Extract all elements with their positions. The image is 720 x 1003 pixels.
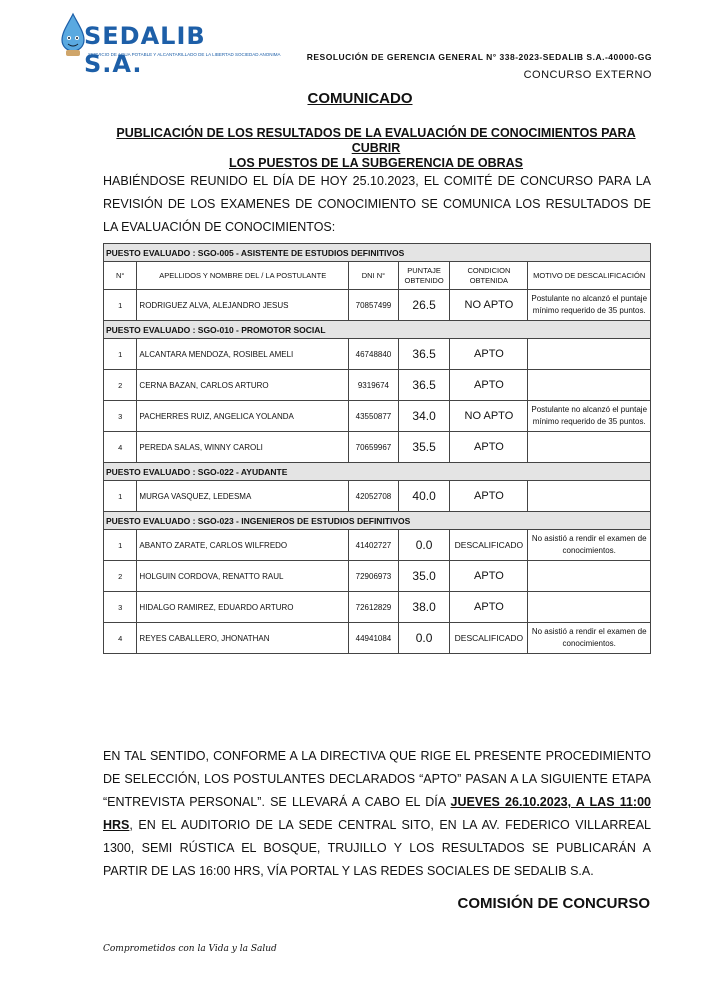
column-header: MOTIVO DE DESCALIFICACIÓN [528,262,651,290]
results-table [103,243,651,654]
closing-part-2: , EN EL AUDITORIO DE LA SEDE CENTRAL SITO, EN LA AV. FEDERICO VILLARREAL 1300, SEMI RÚSTICA EL BOSQUE, TRUJILLO Y LOS RESULTADOS SE PUBLICARÁN A PARTIR DE LAS 16:00 HRS, VÍA PORTAL Y LAS REDES SOCIALES DE SEDALIB S.A. [103,818,651,878]
position-title: PUESTO EVALUADO : SGO-005 - ASISTENTE DE ESTUDIOS DEFINITIVOS [104,244,651,262]
applicant-dni: 46748840 [349,339,399,370]
applicant-name: ALCANTARA MENDOZA, ROSIBEL AMELI [137,339,349,370]
row-number: 2 [104,370,137,401]
disqualification-reason [528,432,651,463]
table-row [104,401,651,432]
score: 34.0 [398,401,450,432]
row-number: 1 [104,530,137,561]
results-table-body [104,244,651,654]
score: 36.5 [398,339,450,370]
position-title: PUESTO EVALUADO : SGO-010 - PROMOTOR SOCIAL [104,321,651,339]
score: 35.0 [398,561,450,592]
closing-part-1: EN TAL SENTIDO, CONFORME A LA DIRECTIVA QUE RIGE EL PRESENTE PROCEDIMIENTO DE SELECCIÓN, LOS POSTULANTES DECLARADOS “APTO” PASAN A LA SIGUIENTE ETAPA “ENTREVISTA PERSONAL”. SE LLEVARÁ A CABO EL DÍA [103,749,651,809]
contest-type: CONCURSO EXTERNO [523,69,652,81]
logo-subtitle: SERVICIO DE AGUA POTABLE Y ALCANTARILLADO DE LA LIBERTAD SOCIEDAD ANONIMA [88,52,281,57]
applicant-dni: 43550877 [349,401,399,432]
score: 35.5 [398,432,450,463]
applicant-dni: 41402727 [349,530,399,561]
disqualification-reason [528,481,651,512]
column-header: N° [104,262,137,290]
table-row [104,290,651,321]
table-row [104,339,651,370]
applicant-dni: 44941084 [349,623,399,654]
intro-paragraph: HABIÉNDOSE REUNIDO EL DÍA DE HOY 25.10.2023, EL COMITÉ DE CONCURSO PARA LA REVISIÓN DE LOS EXAMENES DE CONOCIMIENTO SE COMUNICA LOS RESULTADOS DE LA EVALUACIÓN DE CONOCIMIENTOS: [103,174,651,234]
applicant-dni: 72612829 [349,592,399,623]
table-row [104,623,651,654]
score: 38.0 [398,592,450,623]
row-number: 3 [104,401,137,432]
subtitle-line-2: LOS PUESTOS DE LA SUBGERENCIA DE OBRAS [228,156,524,170]
disqualification-reason [528,592,651,623]
table-row [104,530,651,561]
disqualification-reason [528,339,651,370]
row-number: 1 [104,339,137,370]
row-number: 4 [104,623,137,654]
condition: APTO [450,481,528,512]
applicant-dni: 42052708 [349,481,399,512]
applicant-dni: 70857499 [349,290,399,321]
condition: APTO [450,339,528,370]
sedalib-logo [58,12,281,78]
applicant-name: PACHERRES RUIZ, ANGELICA YOLANDA [137,401,349,432]
resolution-number: RESOLUCIÓN DE GERENCIA GENERAL N° 338-2023-SEDALIB S.A.-40000-GG [306,52,652,62]
column-header: DNI N° [349,262,399,290]
table-row [104,432,651,463]
applicant-dni: 70659967 [349,432,399,463]
document-subtitle [100,126,652,171]
row-number: 1 [104,290,137,321]
applicant-dni: 9319674 [349,370,399,401]
group-header-row [104,463,651,481]
score: 0.0 [398,530,450,561]
column-header: APELLIDOS Y NOMBRE DEL / LA POSTULANTE [137,262,349,290]
interview-date: JUEVES 26.10.2023, A LAS 11:00 HRS [103,795,651,832]
condition: NO APTO [450,401,528,432]
row-number: 1 [104,481,137,512]
table-row [104,481,651,512]
row-number: 4 [104,432,137,463]
document-title: COMUNICADO [307,90,413,107]
group-header-row [104,512,651,530]
applicant-name: HIDALGO RAMIREZ, EDUARDO ARTURO [137,592,349,623]
group-header-row [104,321,651,339]
score: 36.5 [398,370,450,401]
applicant-name: ABANTO ZARATE, CARLOS WILFREDO [137,530,349,561]
applicant-name: RODRIGUEZ ALVA, ALEJANDRO JESUS [137,290,349,321]
logo-name: SEDALIB S.A. [84,22,206,78]
subtitle-line-1: PUBLICACIÓN DE LOS RESULTADOS DE LA EVALUACIÓN DE CONOCIMIENTOS PARA CUBRIR [116,126,636,155]
column-header-row [104,262,651,290]
condition: APTO [450,432,528,463]
applicant-dni: 72906973 [349,561,399,592]
position-title: PUESTO EVALUADO : SGO-022 - AYUDANTE [104,463,651,481]
condition: NO APTO [450,290,528,321]
score: 26.5 [398,290,450,321]
condition: APTO [450,592,528,623]
disqualification-reason [528,370,651,401]
condition: APTO [450,561,528,592]
table-row [104,370,651,401]
column-header: CONDICION OBTENIDA [450,262,528,290]
applicant-name: CERNA BAZAN, CARLOS ARTURO [137,370,349,401]
row-number: 2 [104,561,137,592]
group-header-row [104,244,651,262]
score: 40.0 [398,481,450,512]
score: 0.0 [398,623,450,654]
table-row [104,561,651,592]
applicant-name: REYES CABALLERO, JHONATHAN [137,623,349,654]
footer-slogan: Comprometidos con la Vida y la Salud [103,944,277,954]
column-header: PUNTAJE OBTENIDO [398,262,450,290]
position-title: PUESTO EVALUADO : SGO-023 - INGENIEROS DE ESTUDIOS DEFINITIVOS [104,512,651,530]
condition: APTO [450,370,528,401]
signature: COMISIÓN DE CONCURSO [457,895,650,912]
applicant-name: HOLGUIN CORDOVA, RENATTO RAUL [137,561,349,592]
applicant-name: PEREDA SALAS, WINNY CAROLI [137,432,349,463]
disqualification-reason: No asistió a rendir el examen de conocimientos. [528,623,651,654]
disqualification-reason [528,561,651,592]
condition: DESCALIFICADO [450,530,528,561]
applicant-name: MURGA VASQUEZ, LEDESMA [137,481,349,512]
table-row [104,592,651,623]
closing-paragraph [103,745,651,883]
disqualification-reason: Postulante no alcanzó el puntaje mínimo requerido de 35 puntos. [528,290,651,321]
disqualification-reason: Postulante no alcanzó el puntaje mínimo requerido de 35 puntos. [528,401,651,432]
disqualification-reason: No asistió a rendir el examen de conocimientos. [528,530,651,561]
condition: DESCALIFICADO [450,623,528,654]
row-number: 3 [104,592,137,623]
